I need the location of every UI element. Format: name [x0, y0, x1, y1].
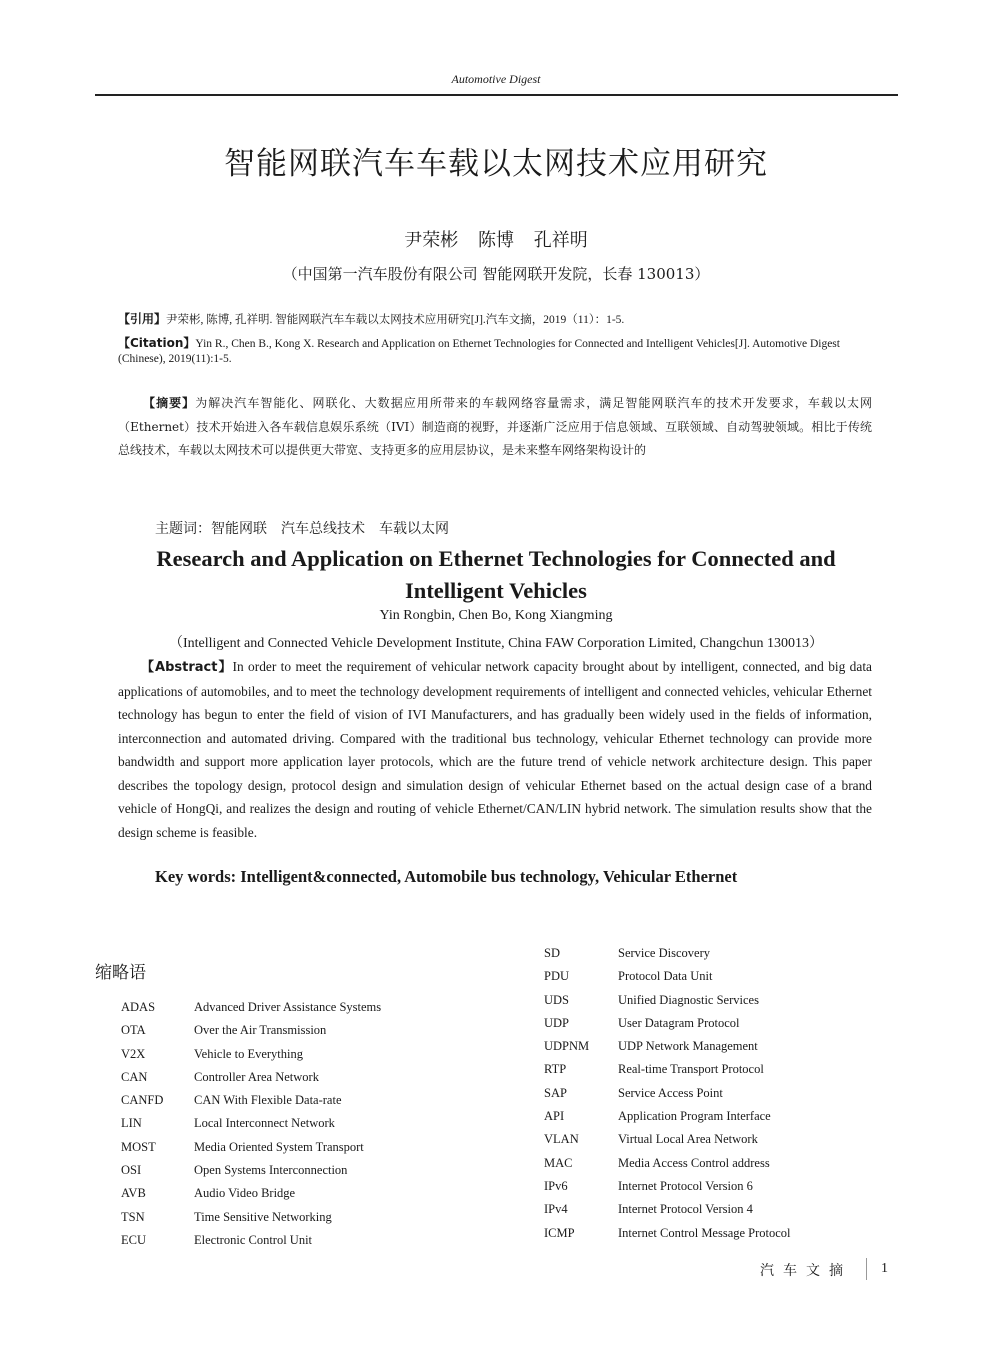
- abbreviation-row: [121, 1206, 381, 1229]
- abbreviation-definition: Media Access Control address: [618, 1155, 770, 1170]
- abbreviation-row: [121, 1112, 381, 1135]
- citation-chinese-text: 尹荣彬, 陈博, 孔祥明. 智能网联汽车车载以太网技术应用研究[J].汽车文摘，2019（11）：1-5.: [166, 314, 625, 326]
- abbreviation-term: UDS: [544, 992, 570, 1007]
- abbreviation-term: MOST: [121, 1139, 156, 1154]
- abbreviation-term: ICMP: [544, 1225, 575, 1240]
- abbreviation-term: IPv6: [544, 1178, 568, 1193]
- abbreviation-term: IPv4: [544, 1202, 568, 1217]
- abbreviation-term: LIN: [121, 1116, 142, 1131]
- abstract-english-label: 【Abstract】: [140, 660, 233, 675]
- abbreviation-term: V2X: [121, 1046, 146, 1061]
- abbreviation-definition: Controller Area Network: [194, 1069, 319, 1084]
- abbreviation-definition: CAN With Flexible Data-rate: [194, 1093, 342, 1108]
- abbreviation-row: [544, 1152, 791, 1175]
- abbreviation-row: [121, 1019, 381, 1042]
- abbreviation-definition: Electronic Control Unit: [194, 1232, 313, 1247]
- abbreviation-term: ECU: [121, 1232, 146, 1247]
- abbreviations-left-list: [121, 996, 381, 1252]
- abbreviation-term: TSN: [121, 1209, 145, 1224]
- title-english: Research and Application on Ethernet Technologies for Connected and Intelligent Vehicles: [156, 546, 836, 603]
- abbreviation-row: [544, 1222, 791, 1245]
- abbreviation-row: [121, 1159, 381, 1182]
- abbreviation-row: [121, 1136, 381, 1159]
- abbreviation-term: UDP: [544, 1015, 570, 1030]
- abbreviation-row: [544, 942, 791, 965]
- citation-english: [118, 336, 874, 367]
- abbreviation-row: [121, 996, 381, 1019]
- abbreviation-definition: User Datagram Protocol: [618, 1015, 740, 1030]
- abstract-chinese: [118, 392, 872, 463]
- abbreviation-definition: Local Interconnect Network: [194, 1116, 335, 1131]
- abbreviation-definition: Open Systems Interconnection: [194, 1163, 348, 1178]
- abbreviation-row: [544, 1175, 791, 1198]
- citation-chinese: [118, 312, 874, 328]
- abbreviation-term: SD: [544, 946, 560, 960]
- abbreviation-definition: Internet Protocol Version 4: [618, 1202, 753, 1217]
- abbreviation-definition: Protocol Data Unit: [618, 969, 713, 984]
- abstract-chinese-label: 【摘要】: [142, 396, 196, 410]
- abbreviations-heading: 缩略语: [95, 963, 146, 983]
- abbreviation-definition: Audio Video Bridge: [194, 1186, 296, 1201]
- abbreviation-term: SAP: [544, 1085, 567, 1100]
- abbreviation-row: [121, 1043, 381, 1066]
- abbreviation-term: OTA: [121, 1023, 146, 1038]
- affiliation-chinese: （中国第一汽车股份有限公司 智能网联开发院，长春 130013）: [282, 265, 710, 283]
- abbreviation-row: [544, 1198, 791, 1221]
- abbreviation-definition: Advanced Driver Assistance Systems: [194, 1000, 382, 1014]
- abbreviation-term: OSI: [121, 1163, 142, 1178]
- citation-english-text: Yin R., Chen B., Kong X. Research and Application on Ethernet Technologies for Connected and Intelligent Vehicles[J]. Automotive Digest (Chinese), 2019(11):1-5.: [118, 338, 840, 365]
- abbreviation-row: [544, 1128, 791, 1151]
- abbreviation-term: CANFD: [121, 1093, 164, 1108]
- abbreviation-term: RTP: [544, 1062, 567, 1077]
- abbreviation-definition: Unified Diagnostic Services: [618, 992, 759, 1007]
- abbreviation-definition: Media Oriented System Transport: [194, 1139, 364, 1154]
- abbreviation-term: ADAS: [121, 1000, 156, 1014]
- page-number: 1: [881, 1261, 888, 1276]
- affiliation-english: （Intelligent and Connected Vehicle Development Institute, China FAW Corporation Limited, Changchun 130013）: [168, 636, 824, 651]
- keywords-english: Key words: Intelligent&connected, Automobile bus technology, Vehicular Ethernet: [155, 867, 738, 886]
- abbreviation-row: [544, 1035, 791, 1058]
- abbreviation-definition: Real-time Transport Protocol: [618, 1062, 764, 1077]
- abbreviation-row: [121, 1182, 381, 1205]
- abbreviation-term: API: [544, 1109, 565, 1124]
- running-header: Automotive Digest: [451, 72, 541, 86]
- keywords-chinese: 主题词：智能网联 汽车总线技术 车载以太网: [155, 521, 449, 537]
- abbreviation-definition: Internet Control Message Protocol: [618, 1225, 791, 1240]
- abbreviation-row: [121, 1066, 381, 1089]
- abstract-english: [118, 655, 872, 844]
- abbreviation-definition: Service Access Point: [618, 1085, 723, 1100]
- abbreviation-definition: Vehicle to Everything: [194, 1046, 303, 1061]
- abbreviations-right-list: [544, 942, 791, 1245]
- authors-chinese: 尹荣彬 陈博 孔祥明: [404, 230, 588, 251]
- abstract-english-text: In order to meet the requirement of vehicular network capacity brought about by intelligent, connected, and big data applications of automobiles, and to meet the technology development requirements of intelligent and connected vehicles, vehicular Ethernet technology has begun to enter the field of vision of IVI Manufacturers, and has gradually been widely used in the fields of information, interconnection and automated driving. Compared with the traditional bus technology, vehicular Ethernet technology can provide more bandwidth and support more application layer protocols, which are the future trend of vehicle network architecture design. This paper describes the topology design, protocol design and simulation design of vehicular Ethernet based on the actual design case of a brand vehicle of HongQi, and realizes the design and routing of vehicle Ethernet/CAN/LIN hybrid network. The simulation results show that the design scheme is feasible.: [118, 659, 872, 840]
- abbreviation-row: [544, 1082, 791, 1105]
- abbreviation-row: [544, 965, 791, 988]
- abbreviation-row: [544, 1012, 791, 1035]
- abbreviation-row: [544, 1105, 791, 1128]
- abbreviation-definition: Virtual Local Area Network: [618, 1132, 758, 1147]
- footer-journal-name: 汽车文摘: [760, 1263, 852, 1279]
- abbreviation-definition: Time Sensitive Networking: [194, 1209, 332, 1224]
- abbreviation-term: UDPNM: [544, 1039, 590, 1054]
- citation-english-label: 【Citation】: [118, 336, 196, 350]
- abbreviation-row: [121, 1229, 381, 1252]
- abbreviation-definition: UDP Network Management: [618, 1039, 758, 1054]
- abbreviation-term: AVB: [121, 1186, 146, 1201]
- abbreviation-row: [544, 989, 791, 1012]
- abstract-chinese-text: 为解决汽车智能化、网联化、大数据应用所带来的车载网络容量需求，满足智能网联汽车的技术开发要求，车载以太网（Ethernet）技术开始进入各车载信息娱乐系统（IVI）制造商的视野，并逐渐广泛应用于信息领域、互联领域、自动驾驶领域。相比于传统总线技术，车载以太网技术可以提供更大带宽、支持更多的应用层协议，是未来整车网络架构设计的: [118, 396, 872, 457]
- citation-chinese-label: 【引用】: [118, 312, 167, 326]
- abbreviation-term: MAC: [544, 1155, 573, 1170]
- abbreviation-row: [544, 1058, 791, 1081]
- title-chinese: 智能网联汽车车载以太网技术应用研究: [224, 146, 768, 182]
- abbreviation-term: PDU: [544, 969, 570, 984]
- abbreviation-definition: Internet Protocol Version 6: [618, 1178, 753, 1193]
- abbreviation-term: CAN: [121, 1069, 148, 1084]
- header-rule: [95, 94, 898, 96]
- abbreviation-definition: Service Discovery: [618, 946, 710, 960]
- authors-english: Yin Rongbin, Chen Bo, Kong Xiangming: [379, 608, 613, 623]
- abbreviation-definition: Application Program Interface: [618, 1109, 771, 1124]
- abbreviation-term: VLAN: [544, 1132, 579, 1147]
- abbreviation-definition: Over the Air Transmission: [194, 1023, 327, 1038]
- abbreviation-row: [121, 1089, 381, 1112]
- footer-separator: [866, 1258, 867, 1280]
